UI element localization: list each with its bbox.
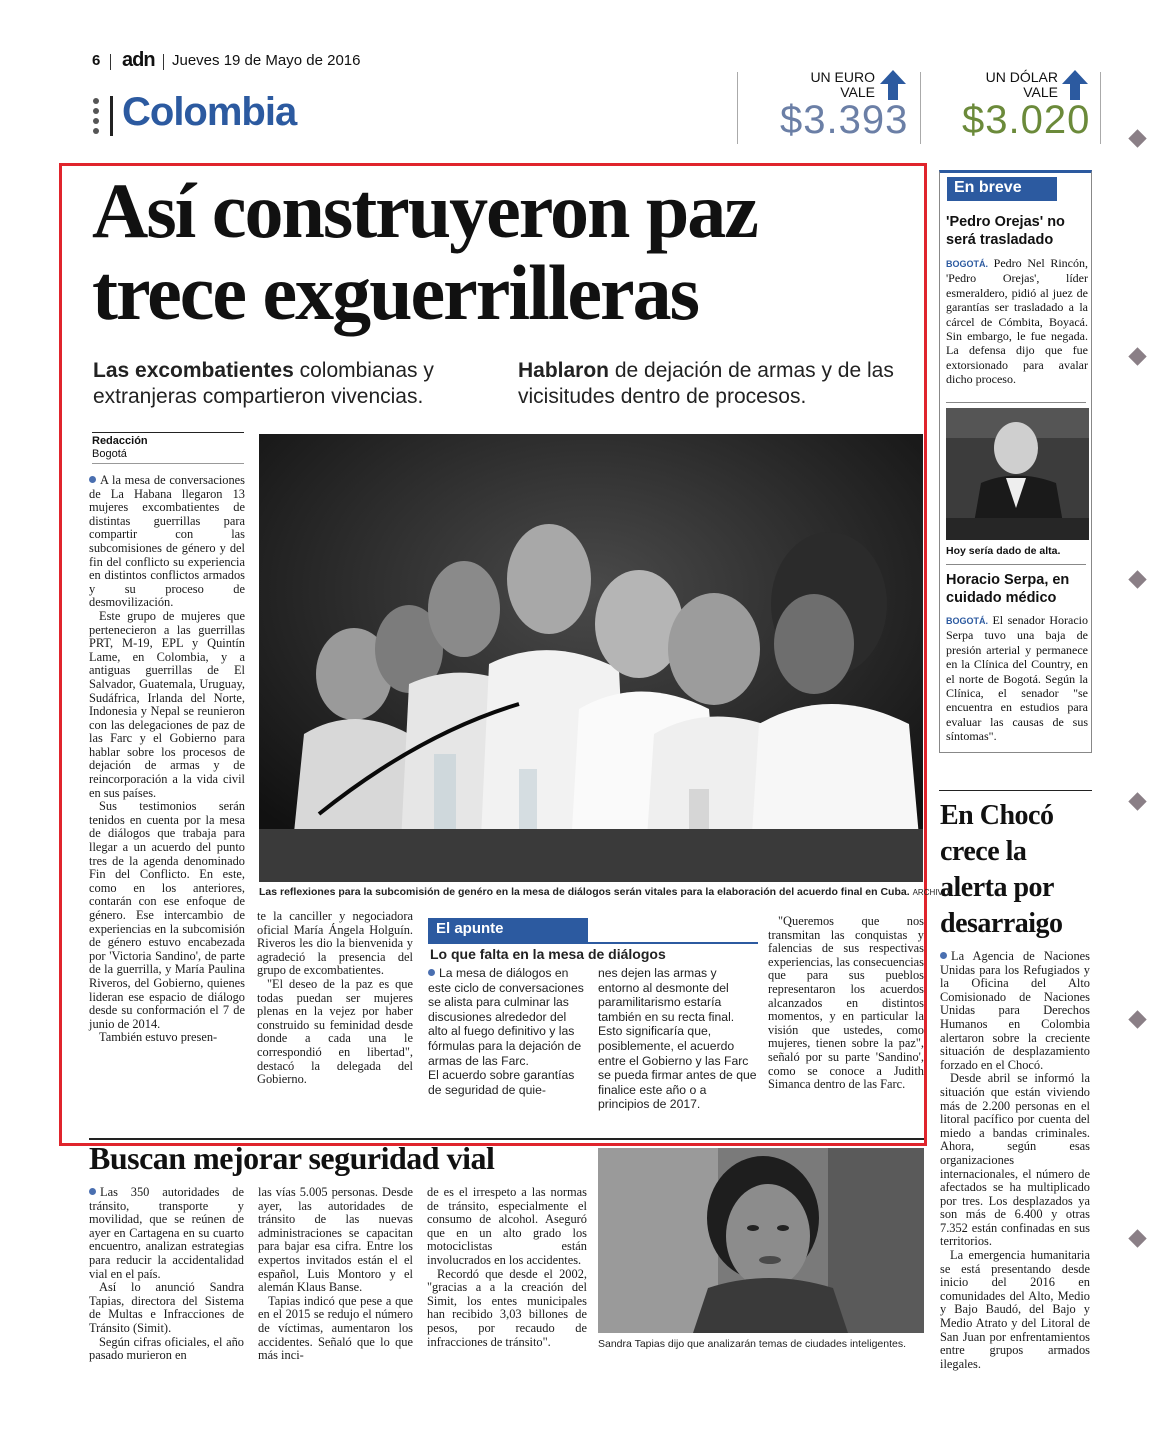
brand-logo: adn	[122, 49, 155, 71]
deck-left: Las excombatientes colombianas y extranjeras compartieron vivencias.	[93, 359, 434, 408]
sidebar-rule	[946, 402, 1086, 403]
main-column-1: A la mesa de conversaciones de La Habana llegaron 13 mujeres excombatientes de distintas guerrillas para compartir con las subcomisiones de género y del fin del conflicto su experiencia en distintos conflictos armados y su proceso de desmovilización. Este grupo de mujeres que pertenecieron a las guerrillas PRT, M-19, EPL y Quintín Lame, en Colombia, y a antiguas guerrillas de El Salvador, Guatemala, Uruguay, Sudáfrica, Irlanda del Norte, Indonesia y Nepal se reunieron con las delegaciones de paz de las Farc y el Gobierno para hablar sobre los procesos de dejación de armas y de reincorporación a la vida civil en sus países. Sus testimonios serán tenidos en cuenta por la mesa de diálogos que trabaja para llegar a un acuerdo del punto tres de la agenda denominado Fin del Conflicto. En este, como en los anteriores, contarán con ese enfoque de género. Ese intercambio de experiencias en la subcomisión de género estuvo encabezada por 'Victoria Sandino', de parte de la guerrilla, y María Paulina Riveros, del Gobierno, quienes lideran ese espacio de diálogo desde su conformación el 7 de junio de 2014. También estuvo presen-	[89, 473, 245, 1045]
main-photo-caption: Las reflexiones para la subcomisión de genéro en la mesa de diálogos serán vitales para la elaboración del acuerdo final en Cuba. ARCHIVO	[259, 886, 950, 898]
main-headline: Así construyeron paz trece exguerrilleras	[92, 167, 757, 336]
vial-column-2: las vías 5.005 personas. Desde ayer, las autoridades de tránsito de las nuevas administraciones se capacitan para bajar esa cifra. Entre los expertos invitados están el el español, Luis Montoro y el alemán Klaus Banse. Tapias indicó que pese a que en el 2015 se redujo el número de víctimas, aumentaron los accidentes. Señaló que lo que más inci-	[258, 1185, 413, 1363]
section-title: Colombia	[122, 90, 297, 134]
choco-body: La Agencia de Naciones Unidas para los Refugiados y la Oficina del Alto Comisionado de Naciones Unidas para Derechos Humanos en Colombia alertaron sobre la creciente situación de desplazamiento forzado en el Chocó. Desde abril se informó la situación que están viviendo más de 2.200 personas en el litoral pacífico por cuenta del miedo a bandas criminales. Ahora, según esas organizaciones internacionales, el número de afectados se ha multiplicado por tres. Los desplazados ya son más de 6.400 y otras 7.352 están confinadas en sus territorios. La emergencia humanitaria se está presentando desde inicio del 2016 en comunidades del Alto, Medio y Bajo Baudó, del Bajo y Medio Atrato y del Litoral de San Juan por enfrentamientos entre grupos armados ilegales.	[940, 949, 1090, 1371]
issue-date: Jueves 19 de Mayo de 2016	[172, 52, 361, 69]
page-number: 6	[92, 52, 101, 69]
bullet-icon	[428, 969, 435, 976]
bullet-icon	[89, 476, 96, 483]
margin-diamond	[1128, 570, 1146, 588]
vial-headline: Buscan mejorar seguridad vial	[89, 1140, 495, 1176]
sidebar-item1-text: BOGOTÁ. Pedro Nel Rincón, 'Pedro Orejas', líder esmeraldero, pidió al juez de garantías ser trasladado a la cárcel de Cómbita, Boyacá. Sin embargo, le fue negada. La defensa dijo que fue extorsionado para avalar dicho proceso.	[946, 256, 1088, 387]
byline-rule	[92, 463, 244, 464]
header-divider	[163, 54, 164, 70]
apunte-column-1: La mesa de diálogos en este ciclo de conversaciones se alista para culminar las discusiones alrededor del alto al fuego definitivo y las fórmulas para la dejación de armas de las Farc. El acuerdo sobre garantías de seguridad de quie-	[428, 966, 584, 1097]
main-column-2: te la canciller y negociadora oficial María Ángela Holguín. Riveros les dio la bienvenida y agradeció la presencia del grupo de excombatientes. "El deseo de la paz es que todas puedan ser mujeres plenas en la vejez por haber construido su feminidad desde donde a cada una le correspondió en libertad", destacó la delegada del Gobierno.	[257, 909, 413, 1087]
margin-diamond	[1128, 1010, 1146, 1028]
euro-value: $3.393	[780, 98, 909, 142]
section-bar	[110, 96, 113, 136]
deck-right: Hablaron de dejación de armas y de las vicisitudes dentro de procesos.	[518, 359, 894, 408]
dollar-label: UN DÓLAR VALE	[985, 69, 1058, 100]
margin-diamond	[1128, 347, 1146, 365]
vial-column-3: de es el irrespeto a las normas de tránsito, especialmente el consumo de alcohol. Aseguró que en un alto grado los motociclistas están involucrados en los accidentes. Recordó que desde el 2002, "gracias a a la creación del Simit, los entes municipales han recibido 3,03 billones de pesos, por recaudo de infracciones de tránsito".	[427, 1185, 587, 1349]
header-divider	[110, 54, 111, 70]
sidebar-label: En breve	[947, 177, 1057, 201]
sidebar-item1-title: 'Pedro Orejas' no será trasladado	[946, 214, 1065, 248]
margin-diamond	[1128, 792, 1146, 810]
euro-label: UN EURO VALE	[810, 69, 875, 100]
vial-column-1: Las 350 autoridades de tránsito, transporte y movilidad, que se reúnen de ayer en Cartagena en su cuarto encuentro, analizan estrategias para reducir la accidentalidad vial en el país. Así lo anunció Sandra Tapias, directora del Sistema de Multas e Infracciones de Tránsito (Simit). Según cifras oficiales, el año pasado murieron en	[89, 1185, 244, 1363]
sidebar-item2-text: BOGOTÁ. El senador Horacio Serpa tuvo una baja de presión arterial y permanece en la Clínica del Country, en el norte de Bogotá. Según la Clínica, el senador "se encuentra en estudios para evaluar las causas de sus síntomas".	[946, 613, 1088, 744]
byline-location: Bogotá	[92, 448, 127, 460]
sidebar-photo-caption: Hoy sería dado de alta.	[946, 545, 1061, 557]
choco-rule	[939, 790, 1092, 791]
main-photo	[259, 434, 923, 882]
bullet-icon	[940, 952, 947, 959]
currency-divider	[920, 72, 921, 144]
currency-divider	[1100, 72, 1101, 144]
sidebar-item2-title: Horacio Serpa, en cuidado médico	[946, 572, 1070, 606]
byline-rule	[92, 432, 244, 433]
margin-diamond	[1128, 129, 1146, 147]
apunte-title: Lo que falta en la mesa de diálogos	[430, 946, 666, 962]
sidebar-photo	[946, 408, 1089, 540]
byline: Redacción	[92, 435, 148, 447]
margin-diamond	[1128, 1229, 1146, 1247]
vial-photo	[598, 1148, 924, 1333]
dollar-value: $3.020	[962, 98, 1091, 142]
section-dots	[93, 98, 99, 138]
vial-photo-caption: Sandra Tapias dijo que analizarán temas de ciudades inteligentes.	[598, 1338, 907, 1350]
apunte-rule	[428, 942, 758, 944]
bullet-icon	[89, 1188, 96, 1195]
main-column-4: "Queremos que nos transmitan las conquistas y falencias de sus respectivas experiencias, las consecuencias que para sus pueblos representaron los acuerdos alcanzados en distintos momentos, y en particular la visión que ustedes, como mujeres, tienen sobre la paz", señaló por su parte 'Sandino', como se conoce a Judith Simanca dentro de las Farc.	[768, 914, 924, 1092]
apunte-column-2: nes dejen las armas y entorno al desmonte del paramilitarismo estaría también en su recta final. Esto significaría que, posiblemente, el acuerdo entre el Gobierno y las Farc se pueda firmar antes de que finalice este año o a principios de 2017.	[598, 966, 757, 1112]
choco-headline: En Chocó crece la alerta por desarraigo	[940, 800, 1063, 939]
sidebar-rule	[946, 564, 1086, 565]
currency-divider	[737, 72, 738, 144]
apunte-label: El apunte	[428, 918, 588, 942]
